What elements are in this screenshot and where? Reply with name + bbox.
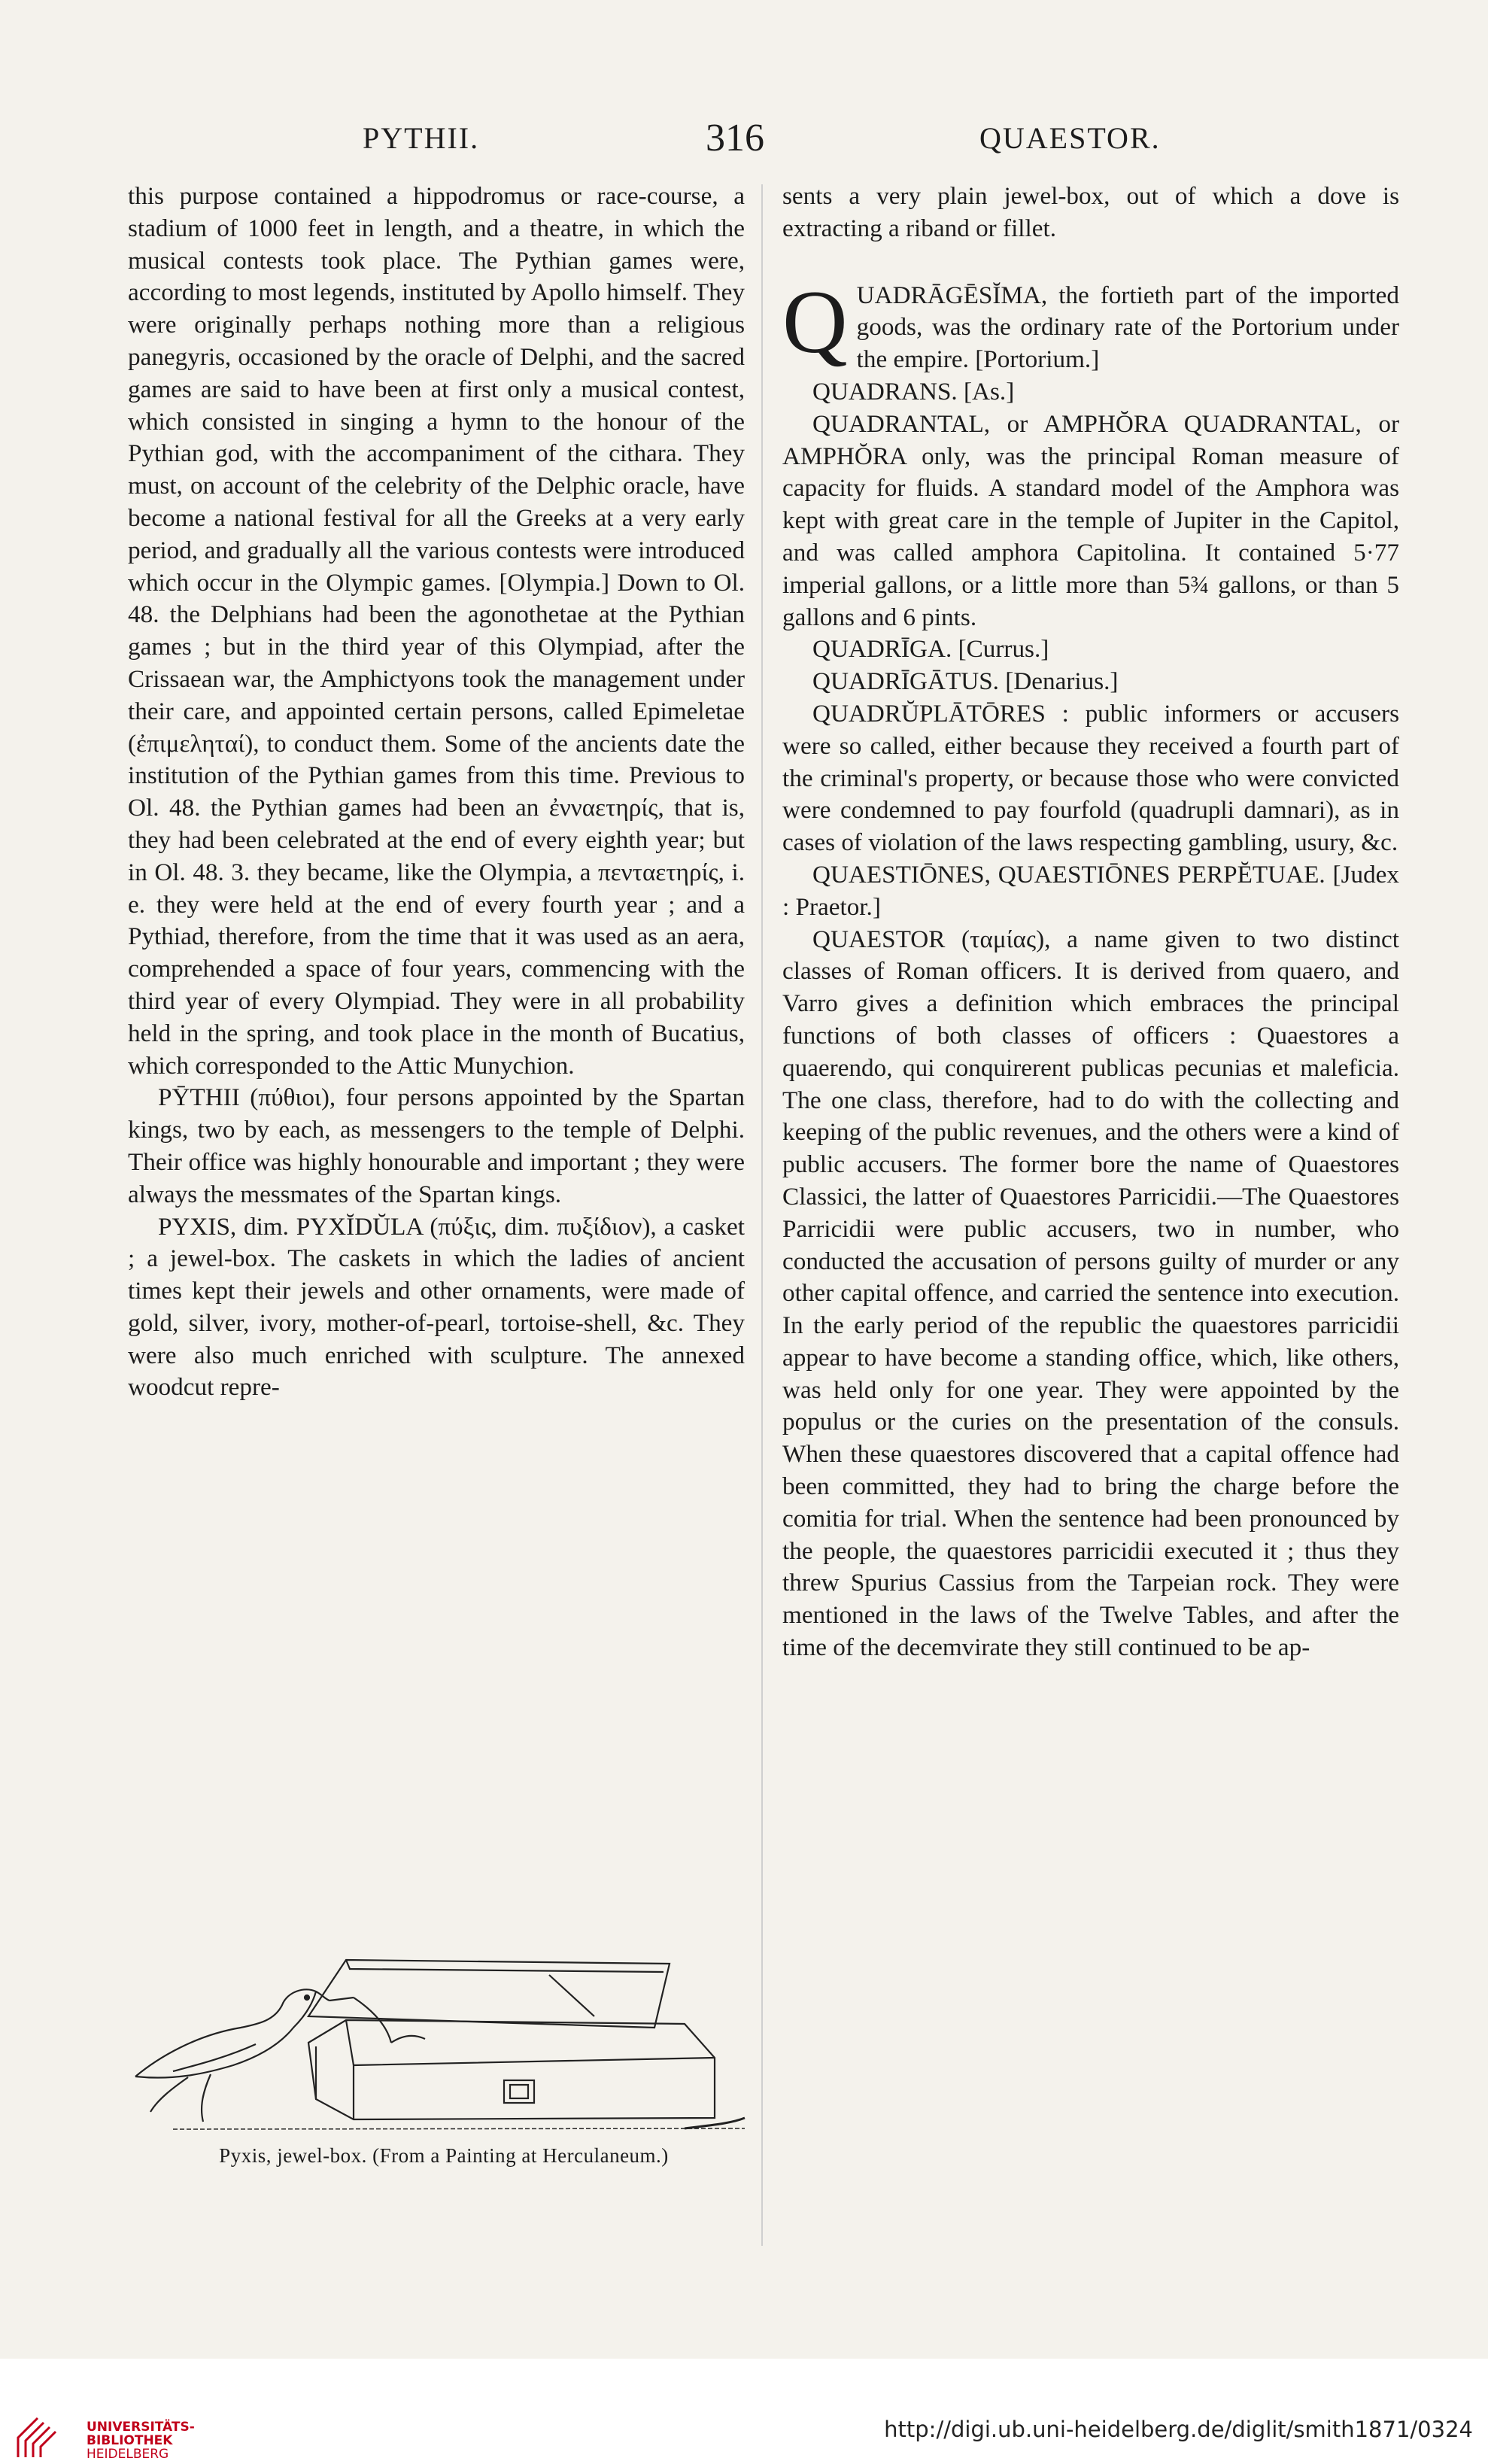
woodcut-caption: Pyxis, jewel-box. (From a Painting at Herculaneum.) <box>219 2144 669 2167</box>
footer-bar <box>0 2359 1488 2464</box>
entry-quadriga: QUADRĪGA. [Currus.] <box>812 635 1049 664</box>
running-head <box>128 117 1407 166</box>
library-name-line3: HEIDELBERG <box>87 2447 169 2462</box>
entry-quadrigatus: QUADRĪGĀTUS. [Denarius.] <box>812 667 1119 696</box>
drop-cap: Q <box>782 271 848 372</box>
entry-quadruplatores: QUADRŬPLĀTŌRES : public informers or accusers were so called, either because they received a fourth part of the criminal's property, or because those who were convicted were condemned to pay fourfold (quadrupli damnari), as in cases of violation of the laws respecting gambling, usury, &c. <box>782 699 1399 857</box>
entry-quaestor: QUAESTOR (ταμίας), a name given to two distinct classes of Roman officers. It is derived from quaero, and Varro gives a definition which embraces the principal functions of both classes of officers : Quaestores a quaerendo, qui conquirerent publicas pecunias et maleficia. The one class, therefore, had to do with the collecting and keeping of the public revenues, and the others were a kind of public accusers. The former bore the name of Quaestores Classici, the latter of Quaestores Parricidii.—The Quaestores Parricidii were public accusers, two in number, who conducted the accusation of persons guilty of murder or any other capital offence, and carried the sentence into execution. In the early period of the republic the quaestores parricidii appear to have become a standing office, which, like others, was held only for one year. They were appointed by the populus or the curies on the presentation of the consuls. When these quaestores discovered that a capital offence had been committed, they had to bring the charge before the comitia for trial. When the sentence had been pronounced by the people, the quaestores parricidii executed it ; thus they threw Spurius Cassius from the Tarpeian rock. They were mentioned in the laws of the Twelve Tables, and after the time of the decemvirate they still continued to be ap- <box>782 925 1399 1662</box>
library-name <box>87 2420 195 2461</box>
permalink-url[interactable]: http://digi.ub.uni-heidelberg.de/diglit/smith1871/0324 <box>884 2417 1473 2442</box>
right-column <box>782 181 1399 1664</box>
library-name-line1: UNIVERSITÄTS- <box>87 2420 195 2435</box>
page-number: 316 <box>706 117 764 160</box>
library-name-line2: BIBLIOTHEK <box>87 2433 173 2448</box>
entry-quadrans: QUADRANS. [As.] <box>812 377 1015 406</box>
entry-quaestiones: QUAESTIŌNES, QUAESTIŌNES PERPĔTUAE. [Judex : Praetor.] <box>782 860 1399 921</box>
entry-pythii: PȲTHII (πύθιοι), four persons appointed by the Spartan kings, two by each, as messengers to the temple of Delphi. Their office was highly honourable and important ; they were always the messmates of the Spartan kings. <box>128 1083 745 1208</box>
column-rule <box>761 184 763 2246</box>
paragraph-pythian-games: this purpose contained a hippodromus or race-course, a stadium of 1000 feet in length, and a theatre, in which the musical contests took place. The Pythian games were, according to most legends, instituted by Apollo himself. They were originally perhaps nothing more than a religious panegyris, occasioned by the oracle of Delphi, and the sacred games are said to have been at first only a musical contest, which consisted in singing a hymn to the honour of the Pythian god, with the accompaniment of the cithara. They must, on account of the celebrity of the Delphic oracle, have become a national festival for all the Greeks at a very early period, and gradually all the various contests were introduced which occur in the Olympic games. [Olympia.] Down to Ol. 48. the Delphians had been the agonothetae at the Pythian games ; but in the third year of this Olympiad, after the Crissaean war, the Amphictyons took the management under their care, and appointed certain persons, called Epimeletae (ἐπιμεληταί), to conduct them. Some of the ancients date the institution of the Pythian games from this time. Previous to Ol. 48. the Pythian games had been an ἐνναετηρίς, that is, they had been celebrated at the end of every eighth year; but in Ol. 48. 3. they became, like the Olympia, a πενταετηρίς, i. e. they were held at the end of every fourth year ; and a Pythiad, therefore, from the time that it was used as an aera, comprehended a space of four years, commencing with the third year of every Olympiad. They were in all probability held in the spring, and took place in the month of Bucatius, which corresponded to the Attic Munychion. <box>128 182 745 1080</box>
running-head-left: PYTHII. <box>363 121 480 155</box>
pyxis-woodcut-image <box>128 1945 752 2133</box>
left-column <box>128 181 745 1404</box>
entry-quadragesima-text: UADRĀGĒSĬMA, the fortieth part of the imported goods, was the ordinary rate of the Portorium under the empire. [Portorium.] <box>856 281 1399 374</box>
continuation-paragraph: sents a very plain jewel-box, out of which a dove is extracting a riband or fillet. <box>782 182 1399 242</box>
running-head-right: QUAESTOR. <box>979 121 1161 155</box>
entry-quadrantal: QUADRANTAL, or AMPHŎRA QUADRANTAL, or AMPHŎRA only, was the principal Roman measure of capacity for fluids. A standard model of the Amphora was kept with great care in the temple of Jupiter in the Capitol, and was called amphora Capitolina. It contained 5·77 imperial gallons, or a little more than 5¾ gallons, or than 5 gallons and 6 pints. <box>782 409 1399 631</box>
entry-quadragesima <box>782 271 1399 376</box>
entry-pyxis: PYXIS, dim. PYXĬDŬLA (πύξις, dim. πυξίδιον), a casket ; a jewel-box. The caskets in which the ladies of ancient times kept their jewels and other ornaments, were made of gold, silver, ivory, mother-of-pearl, tortoise-shell, &c. They were also much enriched with sculpture. The annexed woodcut repre- <box>128 1212 745 1402</box>
university-library-logo-icon <box>15 2415 60 2460</box>
